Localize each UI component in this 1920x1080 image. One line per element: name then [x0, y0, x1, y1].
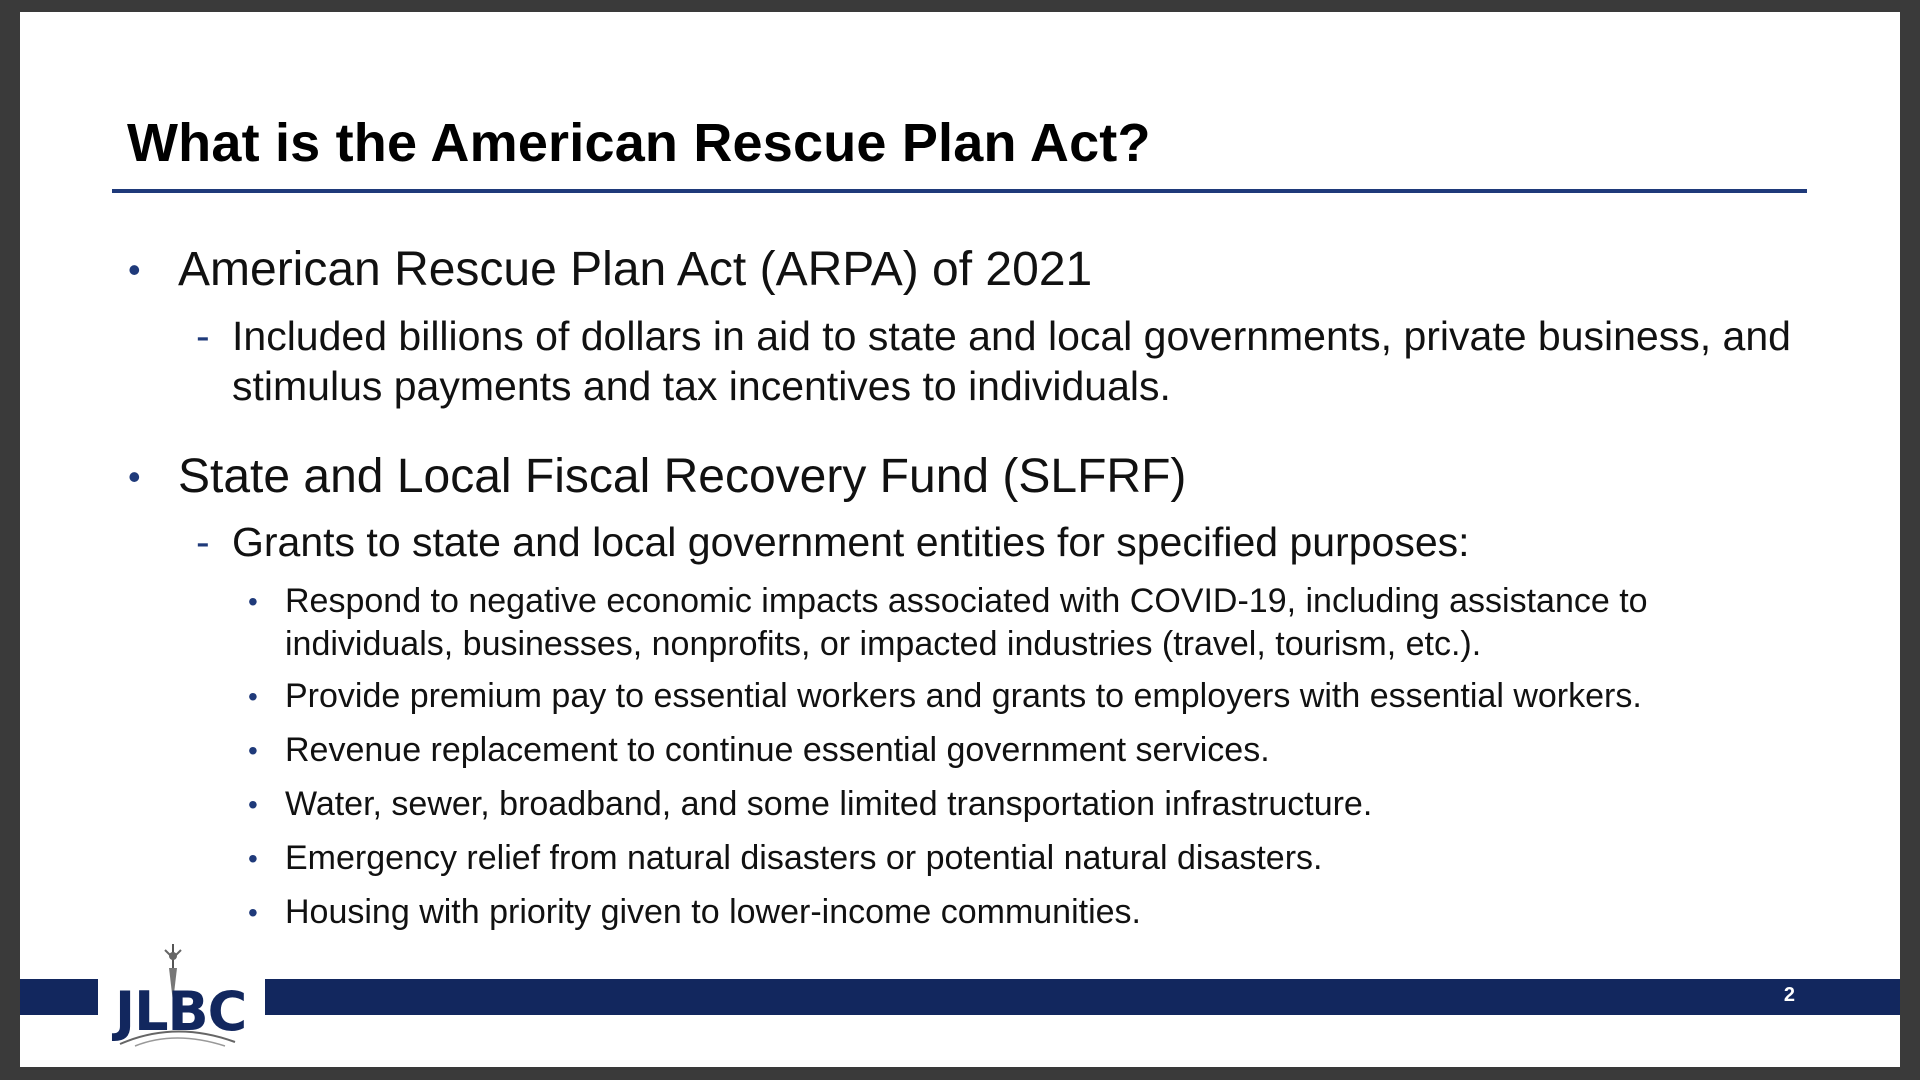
purpose-item: Respond to negative economic impacts associated with COVID-19, including assistance to individuals, businesses, nonprofits, or impacted industries (travel, tourism, etc.). [285, 582, 1648, 663]
bullet-icon: • [248, 586, 258, 617]
dash-icon: - [196, 519, 210, 565]
slfrf-description: Grants to state and local government entities for specified purposes: [232, 519, 1470, 565]
arpa-description: Included billions of dollars in aid to state and local governments, private business, and stimulus payments and tax incentives to individuals. [232, 313, 1791, 409]
logo-text: JLBC [115, 980, 247, 1043]
purpose-item: Emergency relief from natural disasters or potential natural disasters. [285, 839, 1323, 877]
bullet-icon: • [248, 789, 258, 820]
footer-bar [265, 979, 1900, 1015]
bullet-icon: • [248, 735, 258, 766]
bullet-icon: • [128, 249, 141, 290]
purpose-item: Housing with priority given to lower-income communities. [285, 893, 1141, 931]
purpose-item: Revenue replacement to continue essential government services. [285, 731, 1270, 769]
jlbc-logo [115, 942, 260, 1052]
bullet-icon: • [248, 897, 258, 928]
page-number: 2 [1783, 984, 1795, 1006]
footer-bar [20, 979, 98, 1015]
slide [20, 12, 1900, 1067]
bullet-icon: • [128, 456, 141, 497]
bullet-icon: • [248, 681, 258, 712]
slide-title: What is the American Rescue Plan Act? [127, 113, 1151, 173]
section-heading-slfrf: State and Local Fiscal Recovery Fund (SLFRF) [178, 450, 1187, 503]
title-divider [112, 189, 1807, 193]
purpose-item: Water, sewer, broadband, and some limited transportation infrastructure. [285, 785, 1373, 823]
section-heading-arpa: American Rescue Plan Act (ARPA) of 2021 [178, 243, 1093, 296]
bullet-icon: • [248, 843, 258, 874]
dash-icon: - [196, 313, 210, 359]
purpose-item: Provide premium pay to essential workers and grants to employers with essential workers. [285, 677, 1642, 715]
